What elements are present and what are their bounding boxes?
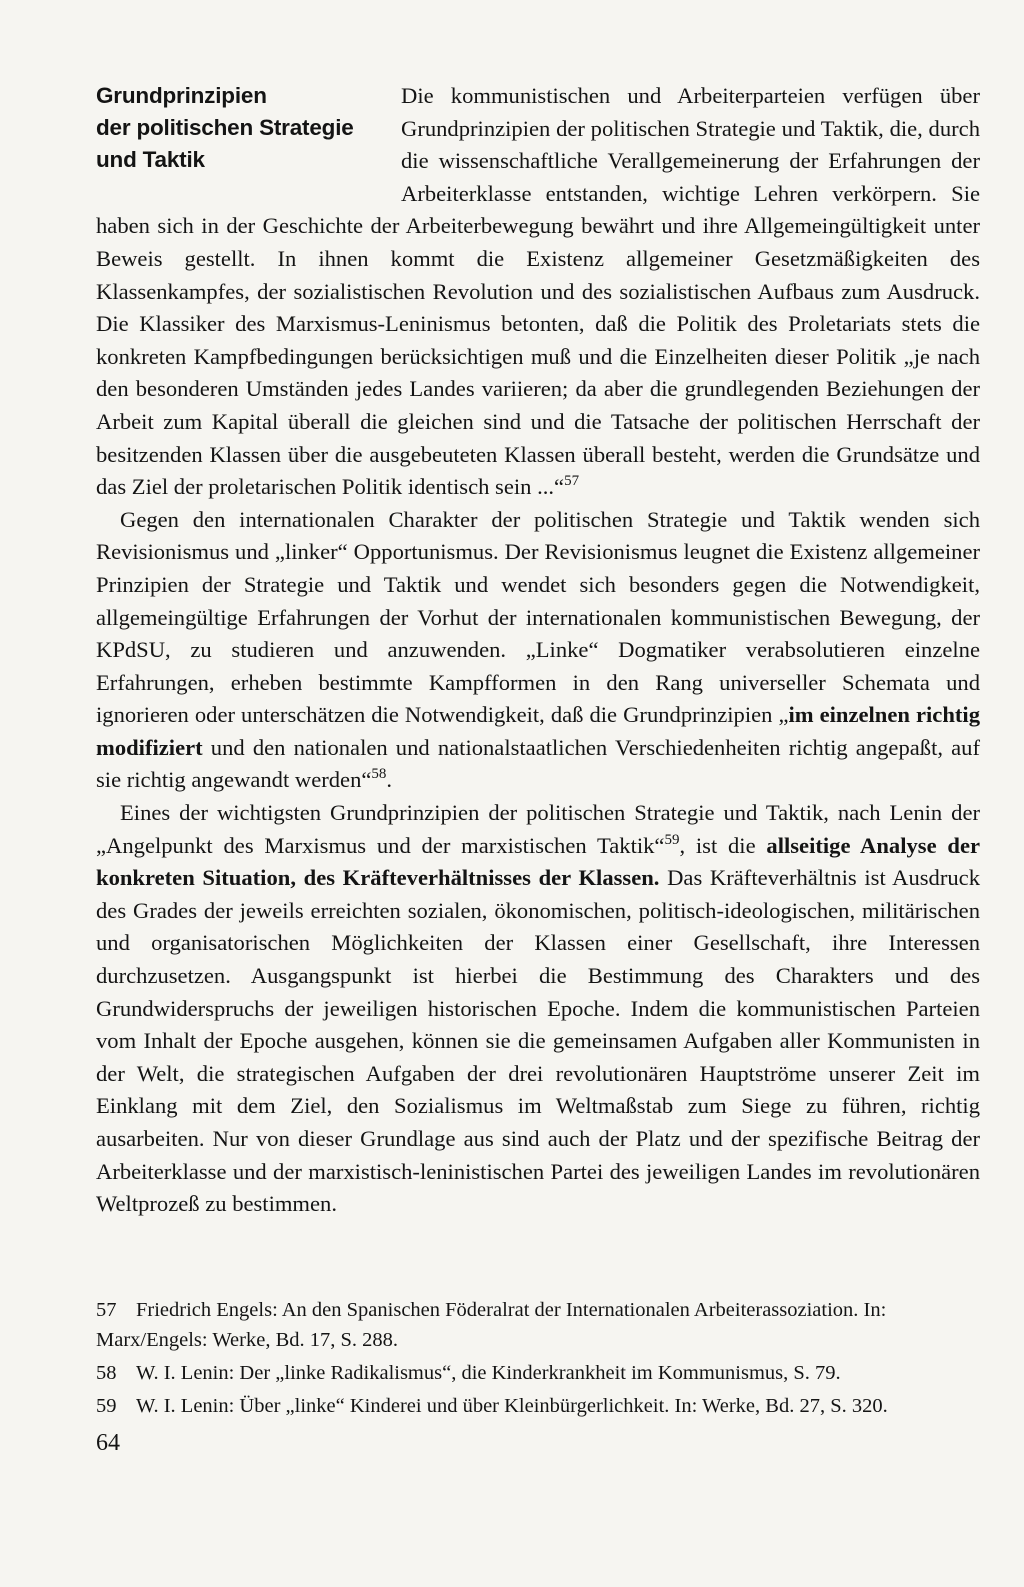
footnote-57 (96, 1295, 980, 1355)
footnote-number: 57 (96, 1299, 117, 1321)
paragraph-1-text: Die kommunistischen und Arbeiterparteien verfügen über Grundprinzipien der politischen Strategie und Taktik, die, durch die wissenschaftliche Verallgemeinerung der Erfahrungen der Arbeiterklasse entstanden, wichtige Lehren verkörpern. Sie haben sich in der Geschichte der Arbeiterbewegung bewährt und ihre Allgemeingültigkeit unter Beweis gestellt. In ihnen kommt die Existenz allgemeiner Gesetzmäßigkeiten des Klassenkampfes, der sozialistischen Revolution und des sozialistischen Aufbaus zum Ausdruck. Die Klassiker des Marxismus-Leninismus betonten, daß die Politik des Proletariats stets die konkreten Kampfbedingungen berücksichtigen muß und die Einzelheiten dieser Politik „je nach den besonderen Umständen jedes Landes variieren; da aber die grundlegenden Beziehungen der Arbeit zum Kapital überall die gleichen sind und die Tatsache der politischen Herrschaft der besitzenden Klassen über die ausgebeuteten Klassen überall besteht, werden die Grundsätze und das Ziel der proletarischen Politik identisch sein ...“ (96, 83, 980, 500)
heading-spacer (96, 80, 401, 208)
paragraph-3-emphasis: allseitige Analyse der konkreten Situation, des Kräfteverhältnisses der Klassen. (96, 832, 980, 891)
footnote-59 (96, 1391, 980, 1421)
heading-line-3: und Taktik (96, 147, 205, 172)
footnotes (96, 1295, 980, 1424)
paragraph-3-text-c: Das Kräfteverhältnis ist Ausdruck des Grades der jeweils erreichten sozialen, ökonomischen, politisch-ideologischen, militärischen und organisatorischen Möglichkeiten der Klassen einer Gesellschaft, ihre Interessen durchzusetzen. Ausgangspunkt ist hierbei die Bestimmung des Charakters und des Grundwiderspruchs der jeweiligen historischen Epoche. Indem die kommunistischen Parteien vom Inhalt der Epoche ausgehen, können sie die gemeinsamen Aufgaben aller Kommunisten in der Welt, die strategischen Aufgaben der drei revolutionären Hauptströme unserer Zeit im Einklang mit dem Ziel, den Sozialismus im Weltmaßstab zum Siege zu führen, richtig ausarbeiten. Nur von dieser Grundlage aus sind auch der Platz und der spezifische Beitrag der Arbeiterklasse und der marxistisch-leninistischen Partei des jeweiligen Landes im revolutionären Weltprozeß zu bestimmen. (96, 865, 980, 1217)
footnote-ref-57: 57 (564, 473, 580, 490)
footnote-number: 59 (96, 1395, 117, 1417)
footnote-58 (96, 1358, 980, 1388)
heading-line-2: der politischen Strategie (96, 115, 354, 140)
paragraph-2-end: . (386, 767, 393, 793)
footnote-ref-59: 59 (664, 831, 680, 848)
footnote-text: Friedrich Engels: An den Spanischen Föderalrat der Internationalen Arbeiterassoziation. In: Marx/Engels: Werke, Bd. 17, S. 288. (96, 1299, 887, 1351)
footnote-text: W. I. Lenin: Der „linke Radikalismus“, die Kinderkrankheit im Kommunismus, S. 79. (136, 1362, 841, 1384)
paragraph-3 (96, 797, 980, 1221)
heading-line-1: Grundprinzipien (96, 83, 267, 108)
page-number: 64 (96, 1430, 120, 1456)
paragraph-2-emphasis: im einzelnen richtig modifiziert (96, 702, 980, 760)
paragraph-2-text-b: und den nationalen und nationalstaatlichen Verschiedenheiten richtig angepaßt, auf sie richtig angewandt werden“ (96, 734, 980, 793)
footnote-ref-58: 58 (371, 766, 387, 783)
paragraph-2 (96, 504, 980, 797)
footnote-number: 58 (96, 1362, 117, 1384)
paragraph-3-text-b: , ist die (679, 832, 767, 858)
paragraph-3-text-a: Eines der wichtigsten Grundprinzipien der politischen Strategie und Taktik, nach Lenin der „Angelpunkt des Marxismus und der marxistischen Taktik“ (96, 800, 980, 858)
footnote-text: W. I. Lenin: Über „linke“ Kinderei und über Kleinbürgerlichkeit. In: Werke, Bd. 27, S. 320. (136, 1395, 888, 1417)
body-text (96, 80, 980, 1221)
paragraph-2-text-a: Gegen den internationalen Charakter der politischen Strategie und Taktik wenden sich Revisionismus und „linker“ Opportunismus. Der Revisionismus leugnet die Existenz allgemeiner Prinzipien der Strategie und Taktik und wendet sich besonders gegen die Notwendigkeit, allgemeingültige Erfahrungen der Vorhut der internationalen kommunistischen Bewegung, der KPdSU, zu studieren und anzuwenden. „Linke“ Dogmatiker verabsolutieren einzelne Erfahrungen, erheben bestimmte Kampfformen in den Rang universeller Schemata und ignorieren oder unterschätzen die Notwendigkeit, daß die Grundprinzipien „ (96, 506, 980, 728)
